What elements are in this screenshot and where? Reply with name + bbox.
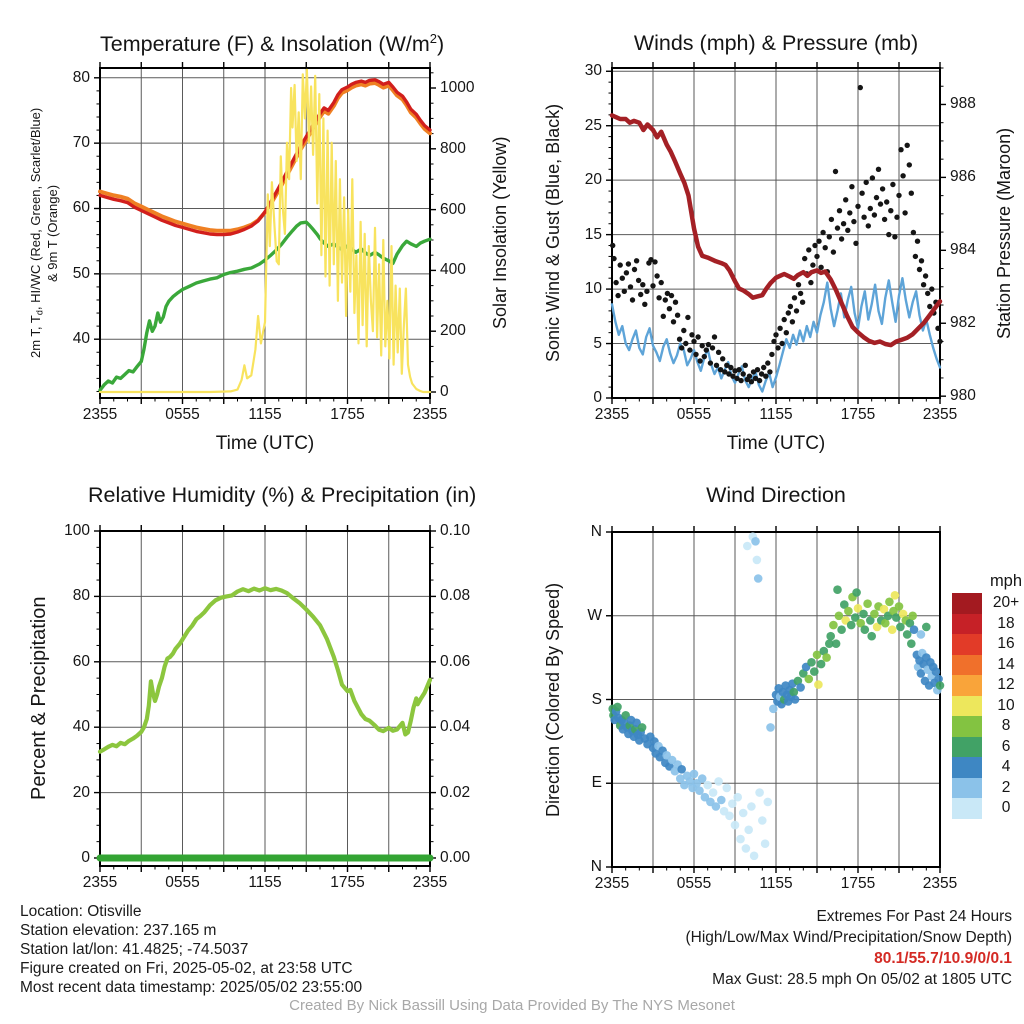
xaxis-label-left: Time (UTC) bbox=[215, 433, 315, 454]
colorbar-label: 6 bbox=[1001, 737, 1011, 755]
colorbar-label: 2 bbox=[1001, 778, 1011, 796]
ytick-label-right: 200 bbox=[440, 322, 466, 340]
chart-0 bbox=[94, 62, 436, 404]
yaxis-label-pressure: Station Pressure (Maroon) bbox=[994, 127, 1014, 339]
colorbar-cell-0 bbox=[952, 798, 982, 819]
xtick-label: 2355 bbox=[922, 875, 958, 892]
xaxis-label-right: Time (UTC) bbox=[726, 433, 826, 454]
station-info-line-2: Station lat/lon: 41.4825; -74.5037 bbox=[20, 941, 249, 958]
chart-title-winds-pressure: Winds (mph) & Pressure (mb) bbox=[633, 31, 919, 55]
ytick-label-left: 40 bbox=[72, 330, 90, 348]
station-info-line-1: Station elevation: 237.165 m bbox=[20, 922, 217, 939]
xtick-label: 1755 bbox=[330, 406, 365, 423]
ytick-label-right: 0.00 bbox=[440, 848, 471, 866]
xtick-label: 0555 bbox=[165, 406, 200, 423]
colorbar-label: 20+ bbox=[992, 594, 1020, 611]
ytick-label-left: 5 bbox=[593, 334, 602, 352]
colorbar-label: 12 bbox=[997, 676, 1015, 693]
ytick-label-right: 0.06 bbox=[440, 652, 471, 670]
ytick-label-right: 400 bbox=[440, 261, 466, 279]
chart-3 bbox=[606, 526, 944, 873]
colorbar-label: 16 bbox=[997, 635, 1015, 652]
ytick-label-left: N bbox=[590, 858, 602, 875]
colorbar-cell-4 bbox=[952, 757, 982, 778]
ytick-label-right: 0 bbox=[440, 383, 449, 400]
ytick-label-left: S bbox=[591, 690, 602, 708]
chart-title-temperature-insolation: Temperature (F) & Insolation $(W/m^2)$ bbox=[100, 31, 445, 57]
station-info-line-4: Most recent data timestamp: 2025/05/02 23:55:00 bbox=[20, 979, 363, 996]
xtick-label: 0555 bbox=[676, 406, 712, 423]
yaxis-label-temp-line2: & 9m T (Orange) bbox=[45, 184, 60, 282]
colorbar-cell-12 bbox=[952, 675, 982, 696]
colorbar-labels bbox=[984, 593, 1024, 819]
chart-1 bbox=[606, 62, 946, 404]
xtick-label: 1755 bbox=[330, 874, 365, 891]
extremes-subtitle: (High/Low/Max Wind/Precipitation/Snow Depth) bbox=[685, 929, 1012, 946]
colorbar-label: 8 bbox=[1001, 717, 1011, 734]
chart-title-wind-direction: Wind Direction bbox=[706, 483, 846, 507]
ytick-label-left: 50 bbox=[72, 264, 90, 282]
ytick-label-left: 70 bbox=[72, 134, 90, 152]
colorbar-cell-16 bbox=[952, 634, 982, 655]
yaxis-label-percent-precip: Percent & Precipitation bbox=[28, 596, 50, 801]
ytick-label-left: 80 bbox=[72, 68, 90, 86]
colorbar-cell-6 bbox=[952, 737, 982, 758]
ytick-label-left: 20 bbox=[584, 171, 602, 189]
ytick-label-left: 60 bbox=[72, 199, 90, 217]
station-info-line-0: Location: Otisville bbox=[20, 903, 142, 920]
ytick-label-right: 600 bbox=[440, 200, 466, 218]
xtick-label: 1155 bbox=[759, 406, 793, 423]
max-gust: Max Gust: 28.5 mph On 05/02 at 1805 UTC bbox=[712, 971, 1012, 988]
station-info-line-3: Figure created on Fri, 2025-05-02, at 23:58 UTC bbox=[20, 960, 353, 977]
wind-speed-colorbar bbox=[952, 593, 982, 819]
ytick-label-right: 1000 bbox=[440, 79, 475, 96]
ytick-label-right: 0.04 bbox=[440, 718, 471, 736]
xtick-label: 0555 bbox=[165, 874, 200, 891]
yaxis-label-wind-gust: Sonic Wind & Gust (Blue, Black) bbox=[543, 103, 563, 363]
extremes-info bbox=[686, 906, 1013, 990]
xtick-label: 2355 bbox=[412, 874, 448, 891]
colorbar-label: 14 bbox=[997, 655, 1015, 673]
ytick-label-left: 15 bbox=[584, 225, 602, 243]
xtick-label: 2355 bbox=[412, 406, 448, 423]
ytick-label-left: 60 bbox=[72, 652, 90, 670]
colorbar-cell-8 bbox=[952, 716, 982, 737]
xtick-label: 1155 bbox=[759, 875, 793, 892]
ytick-label-right: 0.02 bbox=[440, 783, 471, 801]
colorbar-cell-10 bbox=[952, 696, 982, 717]
colorbar-label: 10 bbox=[997, 696, 1015, 714]
xtick-label: 2355 bbox=[82, 874, 118, 891]
yaxis-label-temp-line1: 2m T, $T_d$, HI/WC (Red, Green, Scarlet/Blue) bbox=[28, 107, 45, 359]
ytick-label-right: 986 bbox=[950, 168, 976, 186]
xtick-label: 0555 bbox=[676, 875, 712, 892]
ytick-label-left: 0 bbox=[81, 848, 90, 866]
ytick-label-left: 10 bbox=[584, 280, 602, 298]
ytick-label-right: 988 bbox=[950, 95, 976, 113]
xtick-label: 2355 bbox=[922, 406, 958, 423]
ytick-label-left: 20 bbox=[72, 783, 90, 801]
chart-2 bbox=[94, 525, 436, 872]
colorbar-label: 18 bbox=[997, 614, 1015, 632]
ytick-label-left: 25 bbox=[584, 116, 602, 134]
ytick-label-left: 40 bbox=[72, 718, 90, 736]
extremes-values: 80.1/55.7/10.9/0/0.1 bbox=[874, 950, 1012, 967]
xtick-label: 1755 bbox=[840, 406, 876, 423]
yaxis-label-direction: Direction (Colored By Speed) bbox=[543, 582, 563, 817]
colorbar-cell-18 bbox=[952, 614, 982, 635]
ytick-label-right: 0.08 bbox=[440, 587, 471, 605]
ytick-label-left: 100 bbox=[64, 522, 90, 539]
ytick-label-left: E bbox=[591, 774, 602, 792]
credit-line: Created By Nick Bassill Using Data Provided By The NYS Mesonet bbox=[289, 997, 735, 1014]
ytick-label-right: 984 bbox=[950, 241, 976, 259]
colorbar-label: 0 bbox=[1001, 799, 1011, 816]
colorbar-label: 4 bbox=[1001, 758, 1011, 775]
ytick-label-right: 800 bbox=[440, 139, 466, 157]
xtick-label: 1155 bbox=[248, 874, 282, 891]
ytick-label-left: N bbox=[590, 523, 602, 540]
ytick-label-right: 0.10 bbox=[440, 522, 471, 539]
ytick-label-left: 0 bbox=[593, 389, 602, 406]
chart-title-humidity-precip: Relative Humidity (%) & Precipitation (in) bbox=[88, 483, 477, 507]
extremes-title: Extremes For Past 24 Hours bbox=[816, 908, 1012, 925]
xtick-label: 1155 bbox=[248, 406, 282, 423]
colorbar-title: mph bbox=[989, 572, 1023, 590]
ytick-label-right: 980 bbox=[950, 387, 976, 405]
station-info bbox=[20, 902, 362, 997]
ytick-label-left: 30 bbox=[584, 62, 602, 80]
ytick-label-right: 982 bbox=[950, 314, 976, 332]
ytick-label-left: W bbox=[587, 606, 602, 624]
xtick-label: 2355 bbox=[594, 406, 630, 423]
xtick-label: 2355 bbox=[82, 406, 118, 423]
ytick-label-left: 80 bbox=[72, 587, 90, 605]
colorbar-cell-14 bbox=[952, 655, 982, 676]
colorbar-cell-20+ bbox=[952, 593, 982, 614]
xtick-label: 2355 bbox=[594, 875, 630, 892]
xtick-label: 1755 bbox=[840, 875, 876, 892]
yaxis-label-insolation: Solar Insolation (Yellow) bbox=[490, 136, 510, 330]
colorbar-cell-2 bbox=[952, 778, 982, 799]
